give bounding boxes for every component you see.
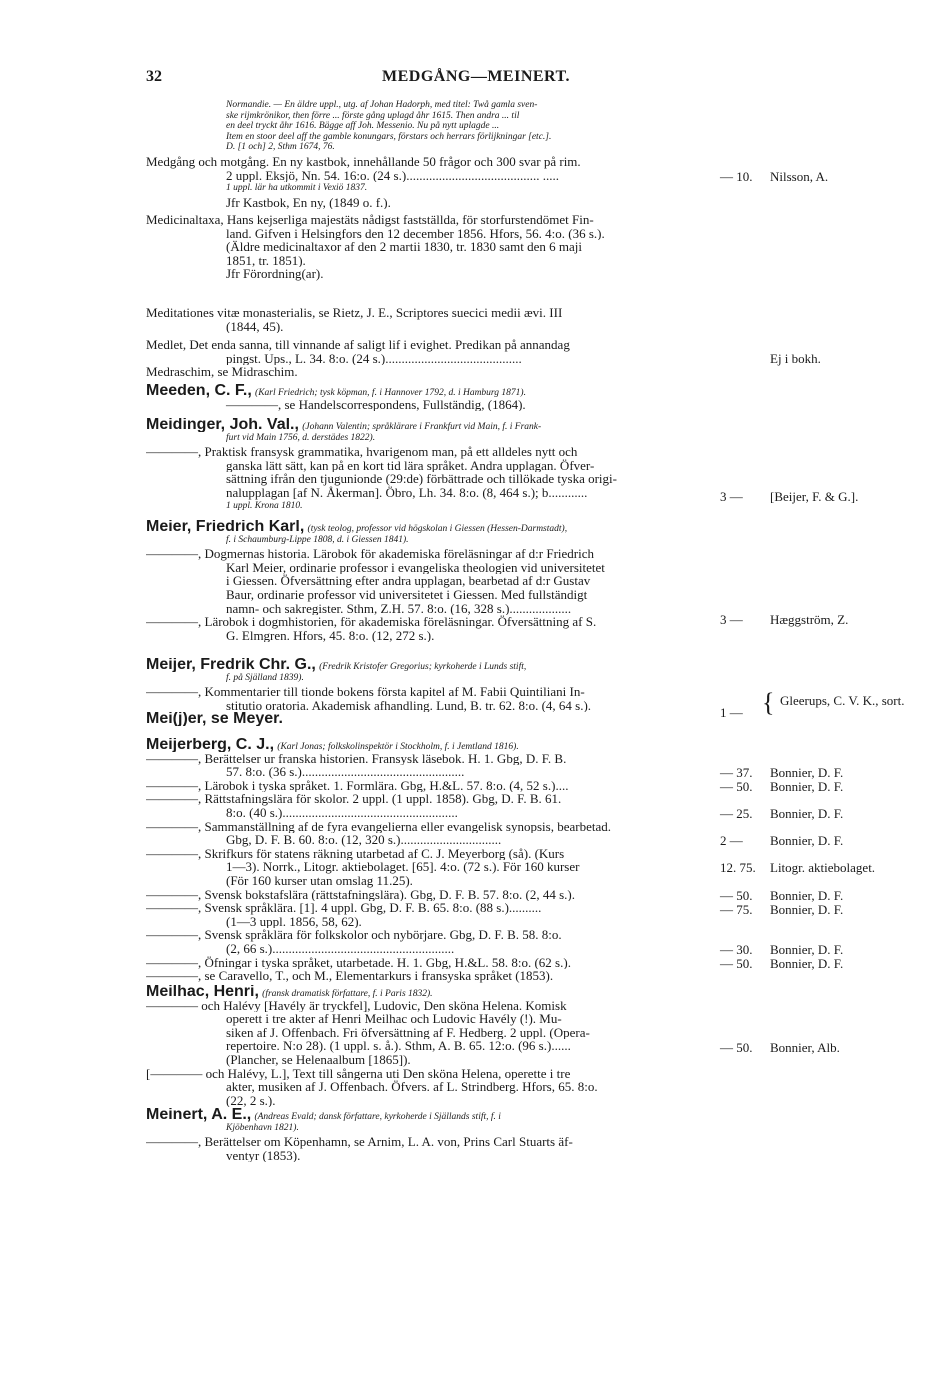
entry-heading: Meier, Friedrich Karl, <box>146 520 305 534</box>
entry-line: Medlet, Det enda sanna, till vinnande af saligt lif i evighet. Predikan på annandag <box>146 338 570 352</box>
entry-line: Baur, ordinarie professor vid universitetet i Giessen. Med fullständigt <box>226 587 588 602</box>
entry-line: ————, Dogmernas historia. Lärobok för akademiska föreläsningar af d:r Friedrich <box>146 547 595 561</box>
entry-line: Jfr Förordning(ar). <box>226 267 324 281</box>
entry-line: pingst. Ups., L. 34. 8:o. (24 s.).......................................... <box>226 351 522 366</box>
entry-line: Medgång och motgång. En ny kastbok, innehållande 50 frågor och 300 svar på rim. <box>146 155 581 169</box>
publisher: [Beijer, F. & G.]. <box>770 489 859 504</box>
entry-line: namn- och sakregister. Sthm, Z.H. 57. 8:o. (16, 328 s.)................... <box>226 601 572 616</box>
entry-line: ————, se Caravello, T., och M., Elementarkurs i fransyska språket (1853). <box>146 969 554 983</box>
entry-normandie <box>226 100 806 153</box>
entry-line: ————, Svensk språklära. [1]. 4 uppl. Gbg, D. F. B. 65. 8:o. (88 s.).......... <box>146 901 542 915</box>
entry-meier <box>146 520 726 642</box>
entry-line: ————, Svensk bokstafslära (rättstafningslära). Gbg, D. F. B. 57. 8:o. (2, 44 s.). <box>146 887 575 902</box>
entry-heading: Meilhac, Henri, <box>146 985 259 999</box>
entry-line: Medicinaltaxa, Hans kejserliga majestäts nådigst fastställda, för storfurstendömet Fin- <box>146 213 594 227</box>
entry-heading: Meijer, Fredrik Chr. G., <box>146 658 316 672</box>
entry-line: 8:o. (40 s.)...................................................... <box>226 805 458 820</box>
entry-line: (22, 2 s.). <box>226 1093 276 1108</box>
entry-line: ————, Öfningar i tyska språket, utarbetade. H. 1. Gbg, H.&L. 58. 8:o. (62 s.). <box>146 955 571 970</box>
entry-line: ————, se Handelscorrespondens, Fullständig, (1864). <box>226 397 526 412</box>
entry-line: Medraschim, se Midraschim. <box>146 365 298 379</box>
publisher: Bonnier, D. F. <box>770 806 844 821</box>
entry-bio: (Karl Jonas; folkskolinspektör i Stockholm, f. i Jemtland 1816). <box>277 742 519 752</box>
entry-line: repertoire. N:o 28). (1 uppl. s. å.). Sthm, A. B. 65. 12:o. (96 s.)...... <box>226 1039 571 1053</box>
entry-line: ————, Rättstafningslära för skolor. 2 uppl. (1 uppl. 1858). Gbg, D. F. B. 61. <box>146 792 562 806</box>
price: 12. 75. <box>720 860 756 875</box>
entry-line: operett i tre akter af Henri Meilhac och Ludovic Havély (!). Mu- <box>226 1012 562 1026</box>
entry-line: Gbg, D. F. B. 60. 8:o. (12, 320 s.)............................... <box>226 833 502 847</box>
publisher: Hæggström, Z. <box>770 612 849 627</box>
entry-bio-cont: furt vid Main 1756, d. derstädes 1822). <box>226 432 376 443</box>
publisher: Litogr. aktiebolaget. <box>770 860 876 875</box>
entry-line: ————, Berättelser om Köpenhamn, se Arnim, L. A. von, Prins Carl Stuarts äf- <box>146 1135 573 1149</box>
entry-bio: (tysk teolog, professor vid högskolan i Giessen (Hessen-Darmstadt), <box>307 524 568 534</box>
entry-meditationes <box>146 306 726 333</box>
entry-line: ventyr (1853). <box>226 1148 301 1163</box>
publisher: Bonnier, D. F. <box>770 833 844 848</box>
entry-heading: Meinert, A. E., <box>146 1108 252 1122</box>
price: — 75. <box>720 902 753 917</box>
entry-line: sättning ifrån den tjugunionde (29:de) förbättrade och tillökade tyska origi- <box>226 472 617 486</box>
entry-line: 2 uppl. Eksjö, Nn. 54. 16:o. (24 s.)......................................... ..... <box>226 168 559 183</box>
entry-line: en deel tryckt åhr 1616. Bägge aff Joh. Messenio. Nu på nytt uplagde ... <box>226 121 500 132</box>
price: — 10. <box>720 169 753 184</box>
entry-meeden <box>146 384 726 411</box>
entry-meijerberg <box>146 738 726 983</box>
entry-bio: (Andreas Evald; dansk författare, kyrkoherde i Själlands stift, f. i <box>254 1112 501 1122</box>
entry-line: ————, Svensk språklära för folkskolor och nybörjare. Gbg, D. F. B. 58. 8:o. <box>146 928 562 942</box>
publisher: Bonnier, D. F. <box>770 902 844 917</box>
price: — 50. <box>720 779 753 794</box>
publisher: Bonnier, D. F. <box>770 779 844 794</box>
price: — 37. <box>720 765 753 780</box>
entry-meilhac <box>146 985 726 1107</box>
entry-line: 57. 8:o. (36 s.).................................................. <box>226 765 465 779</box>
entry-line: 1—3). Norrk., Litogr. aktiebolaget. [65]. 4:o. (72 s.). För 160 kurser <box>226 860 580 874</box>
entry-meijer <box>146 658 726 726</box>
entry-line: nalupplagan [af N. Åkerman]. Öbro, Lh. 34. 8:o. (8, 464 s.); b............ <box>226 485 588 500</box>
entry-line: siken af J. Offenbach. Fri öfversättning af F. Hedberg. 2 uppl. (Opera- <box>226 1025 590 1040</box>
publisher: Ej i bokh. <box>770 351 821 366</box>
publisher: Bonnier, D. F. <box>770 765 844 780</box>
entry-bio-cont: f. i Schaumburg-Lippe 1808, d. i Giessen 1841). <box>226 534 409 545</box>
price: — 25. <box>720 806 753 821</box>
entry-line: Meditationes vitæ monasterialis, se Rietz, J. E., Scriptores suecici medii ævi. III <box>146 306 563 320</box>
entry-line: ———— och Halévy [Havély är tryckfel], Ludovic, Den sköna Helena. Komisk <box>146 998 567 1013</box>
entry-line: ————, Praktisk fransysk grammatika, hvarigenom man, på ett alldeles nytt och <box>146 445 578 459</box>
entry-line: 1851, tr. 1851). <box>226 253 306 268</box>
running-title: MEDGÅNG—MEINERT. <box>381 68 571 85</box>
entry-bio-cont: f. på Själland 1839). <box>226 672 304 683</box>
publisher: Bonnier, D. F. <box>770 888 844 903</box>
page-number: 32 <box>146 68 162 85</box>
price: — 30. <box>720 942 753 957</box>
entry-line: ————, Sammanställning af de fyra evangelierna eller evangelisk synopsis, bearbetad. <box>146 819 611 834</box>
entry-medicinaltaxa <box>146 213 726 281</box>
price: 3 — <box>720 612 743 627</box>
page-header <box>146 68 806 88</box>
entry-bio: (Karl Friedrich; tysk köpman, f. i Hannover 1792, d. i Hamburg 1871). <box>255 388 526 398</box>
entry-line: ————, Skrifkurs för statens räkning utarbetad af C. J. Meyerborg (så). (Kurs <box>146 846 565 861</box>
publisher: Bonnier, D. F. <box>770 956 844 971</box>
publisher: Bonnier, Alb. <box>770 1040 840 1055</box>
entry-note: 1 uppl. lär ha utkommit i Vexiö 1837. <box>226 183 368 194</box>
entry-medlet <box>146 338 726 379</box>
entry-line: Normandie. — En äldre uppl., utg. af Johan Hadorph, med titel: Twå gamla sven- <box>226 100 538 110</box>
entry-line: ————, Lärobok i tyska språket. 1. Formlära. Gbg, H.&L. 57. 8:o. (4, 52 s.).... <box>146 778 569 793</box>
entry-line: ————, Kommentarier till tionde bokens första kapitel af M. Fabii Quintiliani In- <box>146 685 585 699</box>
entry-line: (Äldre medicinaltaxor af den 2 martii 1830, tr. 1830 samt den 6 maji <box>226 240 582 254</box>
entry-line: i Giessen. Öfversättning efter andra upplagan, bearbetad af d:r Gustav <box>226 574 591 588</box>
entry-line: ganska lätt sätt, kan på en kort tid lära språket. Andra upplagan. Öfver- <box>226 458 595 473</box>
entry-line: stitutio oratoria. Akademisk afhandling. Lund, B. tr. 62. 8:o. (4, 64 s.). <box>226 698 592 713</box>
entry-heading: Mei(j)er, se Meyer. <box>146 712 283 726</box>
entry-bio: (Johann Valentin; språklärare i Frankfurt vid Main, f. i Frank- <box>302 422 542 432</box>
price: — 50. <box>720 956 753 971</box>
entry-line: ————, Berättelser ur franska historien. Fransysk läsebok. H. 1. Gbg, D. F. B. <box>146 751 567 766</box>
entry-line: [———— och Halévy, L.], Text till sångerna uti Den sköna Helena, operette i tre <box>146 1066 571 1081</box>
entry-line: D. [1 och] 2, Sthm 1674, 76. <box>226 142 335 153</box>
entry-line: ske rijmkrönikor, then förre ... förste gång uplagd åhr 1615. Then andra ... til <box>226 110 520 121</box>
entry-line: (1—3 uppl. 1856, 58, 62). <box>226 914 362 929</box>
entry-line: Item en stoor deel aff the gamble konungars, förstars och herrars förlijkningar [etc.]. <box>226 131 552 142</box>
entry-line: (För 160 kurser utan omslag 11.25). <box>226 873 413 888</box>
entry-heading: Meeden, C. F., <box>146 384 252 398</box>
entry-line: G. Elmgren. Hfors, 45. 8:o. (12, 272 s.). <box>226 628 435 643</box>
entry-line: (Plancher, se Helenaalbum [1865]). <box>226 1052 411 1067</box>
price: — 50. <box>720 1040 753 1055</box>
entry-bio: (Fredrik Kristofer Gregorius; kyrkoherde i Lunds stift, <box>319 662 527 672</box>
entry-bio-cont: Kjöbenhavn 1821). <box>226 1122 299 1133</box>
brace-glyph: { <box>762 688 775 717</box>
price: 3 — <box>720 489 743 504</box>
publisher: Bonnier, D. F. <box>770 942 844 957</box>
entry-bio: (fransk dramatisk författare, f. i Paris 1832). <box>262 989 433 999</box>
price: 1 — <box>720 705 743 720</box>
entry-line: (1844, 45). <box>226 319 284 334</box>
entry-medgang <box>146 155 726 209</box>
publisher: Nilsson, A. <box>770 169 829 184</box>
entry-meinert <box>146 1108 726 1162</box>
entry-note: 1 uppl. Krona 1810. <box>226 500 303 511</box>
entry-line: Jfr Kastbok, En ny, (1849 o. f.). <box>226 195 391 210</box>
entry-line: land. Gifven i Helsingfors den 12 december 1856. Hfors, 56. 4:o. (36 s.). <box>226 226 605 241</box>
entry-line: Karl Meier, ordinarie professor i evangeliska theologien vid universitetet <box>226 560 605 575</box>
entry-heading: Meijerberg, C. J., <box>146 738 275 752</box>
entry-line: (2, 66 s.)........................................................ <box>226 941 455 956</box>
entry-meidinger <box>146 418 726 513</box>
entry-heading: Meidinger, Joh. Val., <box>146 418 299 432</box>
entry-line: ————, Lärobok i dogmhistorien, för akademiska föreläsningar. Öfversättning af S. <box>146 615 597 629</box>
entry-line: akter, musiken af J. Offenbach. Öfvers. af L. Strindberg. Hfors, 65. 8:o. <box>226 1080 598 1094</box>
publisher: Gleerups, C. V. K., sort. <box>780 693 905 708</box>
price: 2 — <box>720 833 743 848</box>
price: — 50. <box>720 888 753 903</box>
